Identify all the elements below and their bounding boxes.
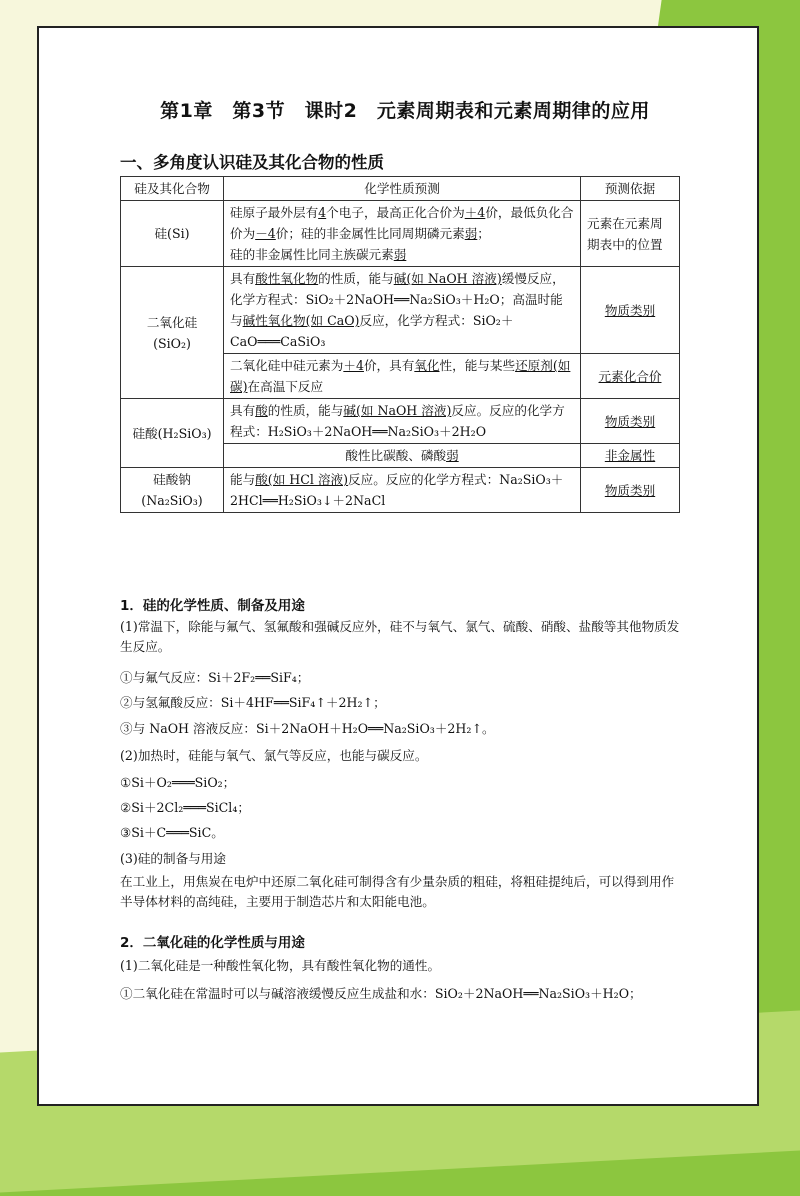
table-row-h2sio3-a bbox=[121, 399, 680, 444]
cell-h2sio3-basis-a: 物质类别 bbox=[581, 399, 680, 444]
cell-h2sio3-prediction-a: 具有酸的性质，能与碱(如 NaOH 溶液)反应。反应的化学方程式：H₂SiO₃＋2NaOH══Na₂SiO₃＋2H₂O bbox=[224, 399, 581, 444]
cell-sio2-basis-a: 物质类别 bbox=[581, 267, 680, 354]
paragraph-1-1: (1)常温下，除能与氟气、氢氟酸和强碱反应外，硅不与氧气、氯气、硫酸、硝酸、盐酸等其他物质发生反应。 bbox=[120, 619, 680, 654]
cell-na2sio3-name: 硅酸钠 (Na₂SiO₃) bbox=[121, 468, 224, 513]
cell-h2sio3-prediction-b: 酸性比碳酸、磷酸弱 bbox=[224, 444, 581, 468]
subsection-heading-1: 1．硅的化学性质、制备及用途 bbox=[120, 598, 305, 614]
cell-na2sio3-prediction: 能与酸(如 HCl 溶液)反应。反应的化学方程式：Na₂SiO₃＋2HCl══H₂SiO₃↓＋2NaCl bbox=[224, 468, 581, 513]
header-prediction: 化学性质预测 bbox=[224, 177, 581, 201]
cell-sio2-prediction-b: 二氧化硅中硅元素为＋4价，具有氧化性，能与某些还原剂(如碳)在高温下反应 bbox=[224, 354, 581, 399]
silicon-properties-table bbox=[120, 176, 680, 513]
paragraph-1-3: (3)硅的制备与用途 bbox=[120, 851, 226, 866]
table-row-na2sio3 bbox=[121, 468, 680, 513]
page-title: 第1章 第3节 课时2 元素周期表和元素周期律的应用 bbox=[160, 100, 650, 122]
cell-si-prediction: 硅原子最外层有4个电子，最高正化合价为＋4价，最低负化合价为－4价；硅的非金属性比同周期磷元素弱； 硅的非金属性比同主族碳元素弱 bbox=[224, 201, 581, 267]
section-heading-1: 一、多角度认识硅及其化合物的性质 bbox=[120, 153, 384, 172]
cell-h2sio3-basis-b: 非金属性 bbox=[581, 444, 680, 468]
paragraph-1-4: 在工业上，用焦炭在电炉中还原二氧化硅可制得含有少量杂质的粗硅，将粗硅提纯后，可以得到用作半导体材料的高纯硅，主要用于制造芯片和太阳能电池。 bbox=[120, 874, 675, 909]
heating-reaction-1: ①Si＋O₂═══SiO₂； bbox=[120, 775, 236, 790]
paragraph-2-2: ①二氧化硅在常温时可以与碱溶液缓慢反应生成盐和水：SiO₂＋2NaOH══Na₂SiO₃＋H₂O； bbox=[120, 986, 642, 1001]
cell-si-basis: 元素在元素周期表中的位置 bbox=[581, 201, 680, 267]
cell-si-name: 硅(Si) bbox=[121, 201, 224, 267]
paragraph-1-2: (2)加热时，硅能与氧气、氯气等反应，也能与碳反应。 bbox=[120, 748, 428, 763]
reaction-line-2: ②与氢氟酸反应：Si＋4HF══SiF₄↑＋2H₂↑； bbox=[120, 695, 386, 710]
table-row-si bbox=[121, 201, 680, 267]
heating-reaction-2: ②Si＋2Cl₂═══SiCl₄； bbox=[120, 800, 250, 815]
header-compound: 硅及其化合物 bbox=[121, 177, 224, 201]
reaction-line-3: ③与 NaOH 溶液反应：Si＋2NaOH＋H₂O══Na₂SiO₃＋2H₂↑。 bbox=[120, 721, 495, 736]
cell-na2sio3-basis: 物质类别 bbox=[581, 468, 680, 513]
cell-sio2-basis-b: 元素化合价 bbox=[581, 354, 680, 399]
reaction-line-1: ①与氟气反应：Si＋2F₂══SiF₄； bbox=[120, 670, 310, 685]
cell-sio2-prediction-a: 具有酸性氧化物的性质，能与碱(如 NaOH 溶液)缓慢反应，化学方程式：SiO₂＋2NaOH══Na₂SiO₃＋H₂O；高温时能与碱性氧化物(如 CaO)反应，化学方程式：SiO₂＋CaO═══CaSiO₃ bbox=[224, 267, 581, 354]
table-header-row bbox=[121, 177, 680, 201]
cell-h2sio3-name: 硅酸(H₂SiO₃) bbox=[121, 399, 224, 468]
table-row-sio2-a bbox=[121, 267, 680, 354]
heating-reaction-3: ③Si＋C═══SiC。 bbox=[120, 825, 224, 840]
paragraph-2-1: (1)二氧化硅是一种酸性氧化物，具有酸性氧化物的通性。 bbox=[120, 958, 441, 973]
cell-sio2-name: 二氧化硅 (SiO₂) bbox=[121, 267, 224, 399]
header-basis: 预测依据 bbox=[581, 177, 680, 201]
subsection-heading-2: 2．二氧化硅的化学性质与用途 bbox=[120, 935, 305, 951]
